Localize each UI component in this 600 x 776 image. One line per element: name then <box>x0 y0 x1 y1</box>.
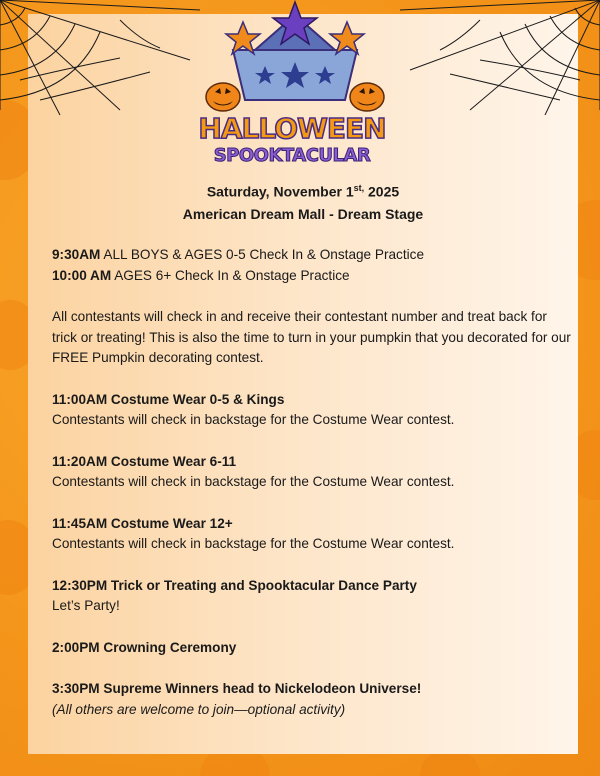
event2-title: 11:20AM Costume Wear 6-11 <box>52 453 237 469</box>
checkin1-text: ALL BOYS & AGES 0-5 Check In & Onstage Practice <box>100 247 424 262</box>
event-year: 2025 <box>364 183 400 200</box>
event4-text: Let’s Party! <box>52 598 120 613</box>
checkin-note: All contestants will check in and receive their contestant number and treat back for trick or treating! This is also the time to turn in your pumpkin that you decorated for our FREE Pumpkin decorating contest. <box>52 309 571 365</box>
event4-title: 12:30PM Trick or Treating and Spooktacular Dance Party <box>52 577 417 593</box>
checkin1-time: 9:30AM <box>52 247 101 262</box>
event3-title: 11:45AM Costume Wear 12+ <box>52 515 233 531</box>
schedule <box>52 245 572 720</box>
event3-text: Contestants will check in backstage for the Costume Wear contest. <box>52 536 455 551</box>
checkin-line-1 <box>52 245 572 266</box>
logo-title: HALLOWEEN <box>198 112 386 145</box>
event-date <box>28 183 578 200</box>
date-suffix: st, <box>353 183 365 193</box>
event-date-text: Saturday, November 1 <box>206 183 354 200</box>
logo-subtitle: SPOOKTACULAR <box>213 145 371 166</box>
event-location: American Dream Mall - Dream Stage <box>182 206 424 222</box>
checkin2-text: AGES 6+ Check In & Onstage Practice <box>111 267 350 283</box>
event2-text: Contestants will check in backstage for the Costume Wear contest. <box>52 474 455 489</box>
event6-text: (All others are welcome to join—optional activity) <box>52 701 346 717</box>
event1-text: Contestants will check in backstage for the Costume Wear contest. <box>52 412 455 427</box>
event1-title: 11:00AM Costume Wear 0-5 & Kings <box>52 391 285 407</box>
checkin-line-2 <box>52 266 572 287</box>
checkin2-time: 10:00 AM <box>52 267 112 283</box>
event6-title: 3:30PM Supreme Winners head to Nickelodeon Universe! <box>52 681 422 696</box>
event5-title: 2:00PM Crowning Ceremony <box>52 639 237 655</box>
